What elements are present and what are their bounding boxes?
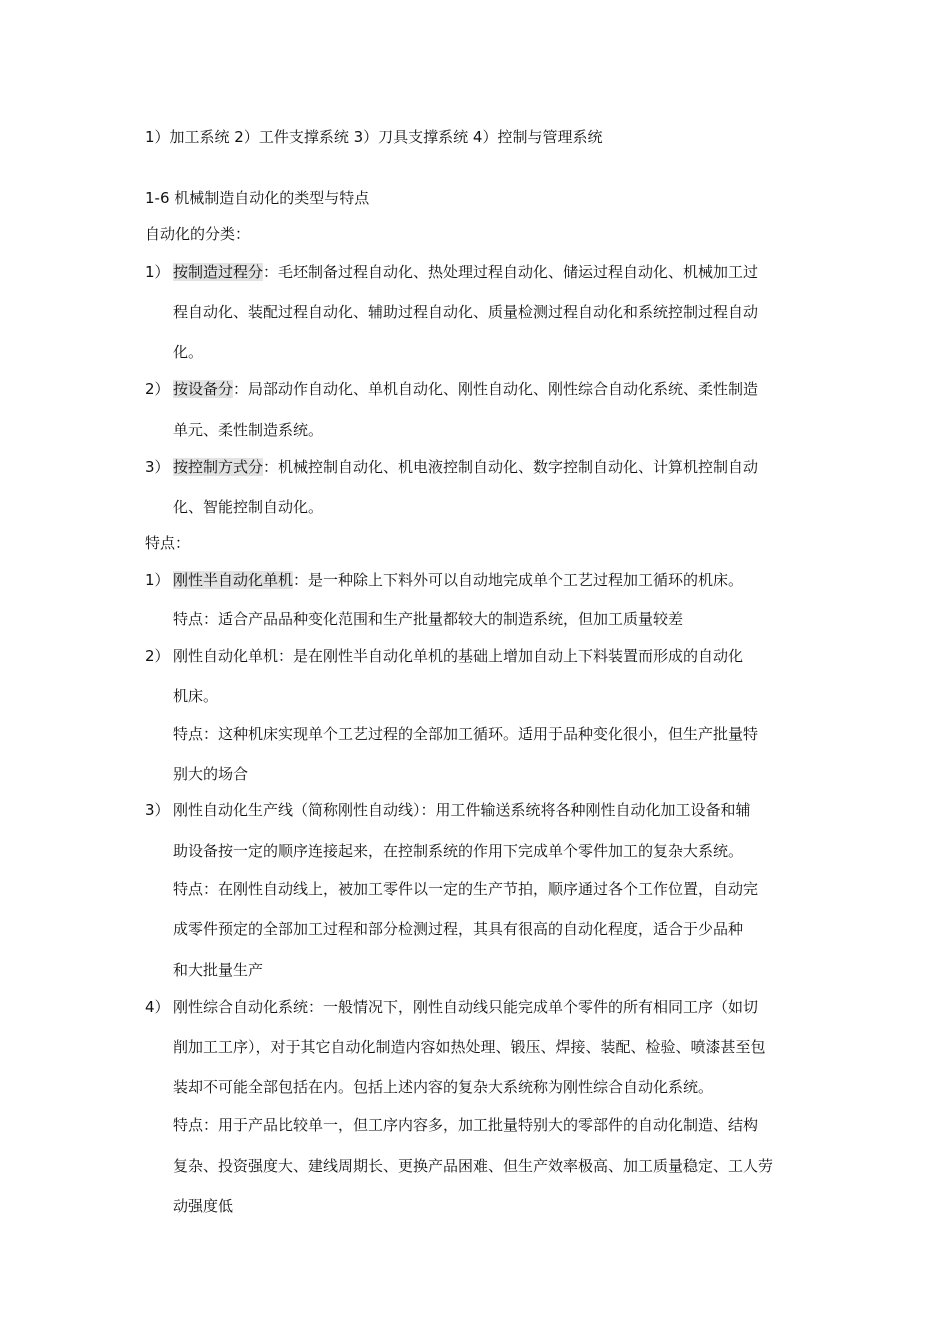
list-item-text <box>173 457 758 477</box>
list-item-line: 刚性自动化生产线（简称刚性自动线）：用工件输送系统将各种刚性自动化加工设备和辅 <box>173 801 751 819</box>
list-item-line: 刚性综合自动化系统：一般情况下，刚性自动线只能完成单个零件的所有相同工序（如切 <box>173 998 759 1016</box>
list-number: 4） <box>145 998 170 1016</box>
features-heading: 特点： <box>145 534 191 552</box>
highlighted-label: 按控制方式分 <box>173 458 264 476</box>
list-item-continuation: ：毛坯制备过程自动化、热处理过程自动化、储运过程自动化、机械加工过 <box>263 263 759 281</box>
section-title: 1-6 机械制造自动化的类型与特点 <box>145 189 370 207</box>
list-item-line: 刚性自动化单机：是在刚性半自动化单机的基础上增加自动上下料装置而形成的自动化 <box>173 647 744 665</box>
list-item-line: 助设备按一定的顺序连接起来，在控制系统的作用下完成单个零件加工的复杂大系统。 <box>173 842 744 860</box>
list-item-line: 别大的场合 <box>173 765 249 783</box>
list-item-text <box>173 262 758 282</box>
list-number: 2） <box>145 647 170 665</box>
highlighted-label: 按制造过程分 <box>173 263 264 281</box>
intro-line: 1）加工系统 2）工件支撑系统 3）刀具支撑系统 4）控制与管理系统 <box>145 128 603 146</box>
list-number: 1） <box>145 571 170 589</box>
list-number: 1） <box>145 263 170 281</box>
list-item-line: 削加工工序），对于其它自动化制造内容如热处理、锻压、焊接、装配、检验、喷漆甚至包 <box>173 1038 766 1056</box>
list-item-line: 特点：用于产品比较单一，但工序内容多，加工批量特别大的零部件的自动化制造、结构 <box>173 1116 759 1134</box>
list-number: 3） <box>145 458 170 476</box>
list-item-line: 复杂、投资强度大、建线周期长、更换产品困难、但生产效率极高、加工质量稳定、工人劳 <box>173 1157 774 1175</box>
list-item-line: 程自动化、装配过程自动化、辅助过程自动化、质量检测过程自动化和系统控制过程自动 <box>173 303 759 321</box>
list-item-line: 特点：在刚性自动线上，被加工零件以一定的生产节拍，顺序通过各个工作位置，自动完 <box>173 880 759 898</box>
list-item-line: 动强度低 <box>173 1197 234 1215</box>
list-item-line: 化。 <box>173 343 204 361</box>
list-item-line: 成零件预定的全部加工过程和部分检测过程，其具有很高的自动化程度，适合于少品种 <box>173 920 744 938</box>
list-item-line: 单元、柔性制造系统。 <box>173 421 324 439</box>
list-number: 3） <box>145 801 170 819</box>
highlighted-label: 刚性半自动化单机 <box>173 571 294 589</box>
classification-heading: 自动化的分类： <box>145 225 251 243</box>
list-item-line: 化、智能控制自动化。 <box>173 498 324 516</box>
list-item-line: 特点：适合产品品种变化范围和生产批量都较大的制造系统，但加工质量较差 <box>173 610 684 628</box>
list-item-line: 特点：这种机床实现单个工艺过程的全部加工循环。适用于品种变化很小，但生产批量特 <box>173 725 759 743</box>
list-item-line: 机床。 <box>173 687 219 705</box>
list-item-continuation: ：机械控制自动化、机电液控制自动化、数字控制自动化、计算机控制自动 <box>263 458 759 476</box>
list-number: 2） <box>145 380 170 398</box>
list-item-text <box>173 570 743 590</box>
list-item-text <box>173 379 758 399</box>
highlighted-label: 按设备分 <box>173 380 234 398</box>
list-item-line: 装却不可能全部包括在内。包括上述内容的复杂大系统称为刚性综合自动化系统。 <box>173 1078 714 1096</box>
list-item-continuation: ：局部动作自动化、单机自动化、刚性自动化、刚性综合自动化系统、柔性制造 <box>233 380 759 398</box>
list-item-line: 和大批量生产 <box>173 961 264 979</box>
list-item-continuation: ：是一种除上下料外可以自动地完成单个工艺过程加工循环的机床。 <box>293 571 744 589</box>
